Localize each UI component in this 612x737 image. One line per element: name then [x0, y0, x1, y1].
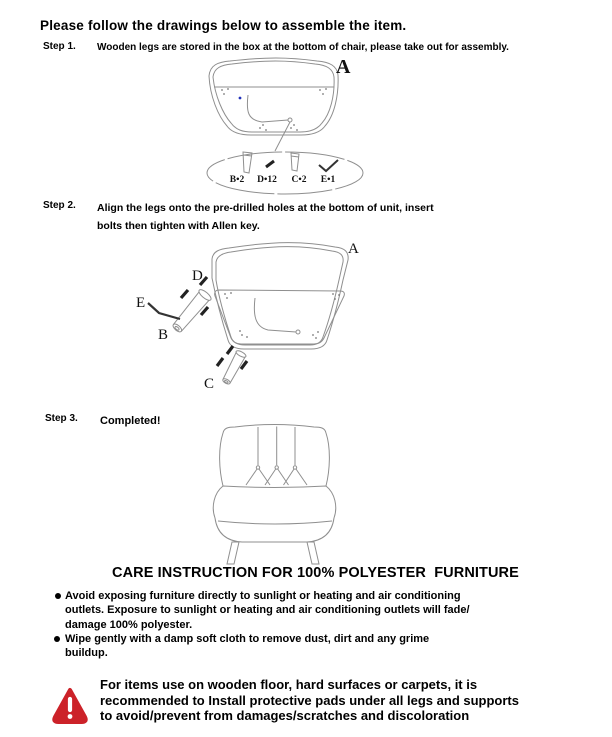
seat-seam-line: [218, 521, 332, 524]
drawstring-pull: [288, 118, 292, 122]
drawstring-curve: [254, 298, 296, 332]
front-right-leg: [307, 542, 319, 564]
care-bullet-2-line2: buildup.: [65, 647, 108, 660]
warning-exclamation-dot: [68, 714, 73, 719]
part-label-b: B•2: [229, 175, 245, 185]
bullet-icon: [54, 636, 60, 642]
step1-label: Step 1.: [43, 41, 76, 52]
allen-key-part-drawing: [319, 160, 338, 171]
warning-text: [100, 677, 560, 724]
tuft-diamond-lines: [246, 469, 307, 485]
care-bullet-1: [65, 589, 545, 632]
step2-text-line1: Align the legs onto the pre-drilled holes at the bottom of unit, insert: [97, 202, 434, 214]
bullet-icon: [55, 593, 61, 599]
page-title: Please follow the drawings below to assemble the item.: [40, 18, 407, 33]
callout-leader-line: [275, 122, 290, 151]
diagram2-c-label: C: [204, 376, 215, 392]
warning-triangle-icon: [52, 686, 88, 725]
step1-chair-bottom-diagram: [180, 54, 410, 204]
diagram2-unit-a-label: A: [348, 241, 359, 257]
allen-key-drawing: [148, 303, 180, 319]
blue-mark-dot: [239, 97, 242, 100]
drill-hole-dots: [224, 292, 340, 339]
unit-inner-outline: [216, 247, 343, 345]
part-label-e: E•1: [320, 175, 336, 185]
care-bullet-1-line3: damage 100% polyester.: [65, 618, 193, 631]
leg-c-part-drawing: [291, 153, 299, 171]
step2-leg-assembly-diagram: [128, 232, 373, 397]
chair-back-outline: [220, 425, 330, 487]
warning-line1: For items use on wooden floor, hard surfaces or carpets, it is: [100, 677, 478, 692]
bottom-panel-outline: [215, 290, 345, 344]
care-bullet-1-line2: outlets. Exposure to sunlight or heating and air conditioning outlets will fade/: [65, 604, 470, 617]
diagram2-b-label: B: [158, 327, 169, 343]
drill-hole-dots: [221, 88, 327, 131]
care-bullet-2: [65, 632, 545, 661]
hardware-callout-ellipse: [207, 152, 363, 194]
step2-text-line2: bolts then tighten with Allen key.: [97, 220, 260, 232]
step1-text: Wooden legs are stored in the box at the bottom of chair, please take out for assembly.: [97, 42, 509, 53]
part-label-d: D•12: [257, 175, 277, 185]
drawstring-pull: [296, 330, 300, 334]
warning-line2: recommended to Install protective pads under all legs and supports: [100, 692, 519, 708]
step3-label: Step 3.: [45, 413, 78, 424]
part-label-c: C•2: [291, 175, 307, 185]
step3-completed-chair-diagram: [195, 418, 360, 568]
drawstring-curve: [247, 95, 288, 122]
diagram2-e-label: E: [136, 295, 146, 311]
care-instructions-heading: CARE INSTRUCTION FOR 100% POLYESTER FURNITURE: [112, 565, 519, 581]
chair-seat-outline: [213, 486, 335, 542]
step2-label: Step 2.: [43, 200, 76, 211]
unit-outer-outline: [212, 243, 348, 349]
tuft-vertical-lines: [258, 427, 295, 466]
step3-text: Completed!: [100, 415, 161, 427]
care-bullet-1-line1: Avoid exposing furniture directly to sunlight or heating and air conditioning: [65, 590, 461, 602]
bolt-dashes: [181, 277, 247, 369]
diagram1-unit-a-label: A: [336, 56, 351, 78]
care-bullet-2-line1: Wipe gently with a damp soft cloth to remove dust, dirt and any grime: [65, 633, 430, 645]
warning-line3: to avoid/prevent from damages/scratches and discoloration: [100, 708, 470, 724]
diagram2-d-label: D: [192, 268, 203, 284]
front-left-leg: [227, 542, 239, 564]
bolt-d-part-drawing: [266, 161, 274, 167]
chair-bottom-outer-outline: [209, 58, 338, 135]
leg-b-part-drawing: [243, 152, 252, 173]
step2-text: [97, 199, 434, 235]
tuft-buttons: [256, 466, 296, 469]
